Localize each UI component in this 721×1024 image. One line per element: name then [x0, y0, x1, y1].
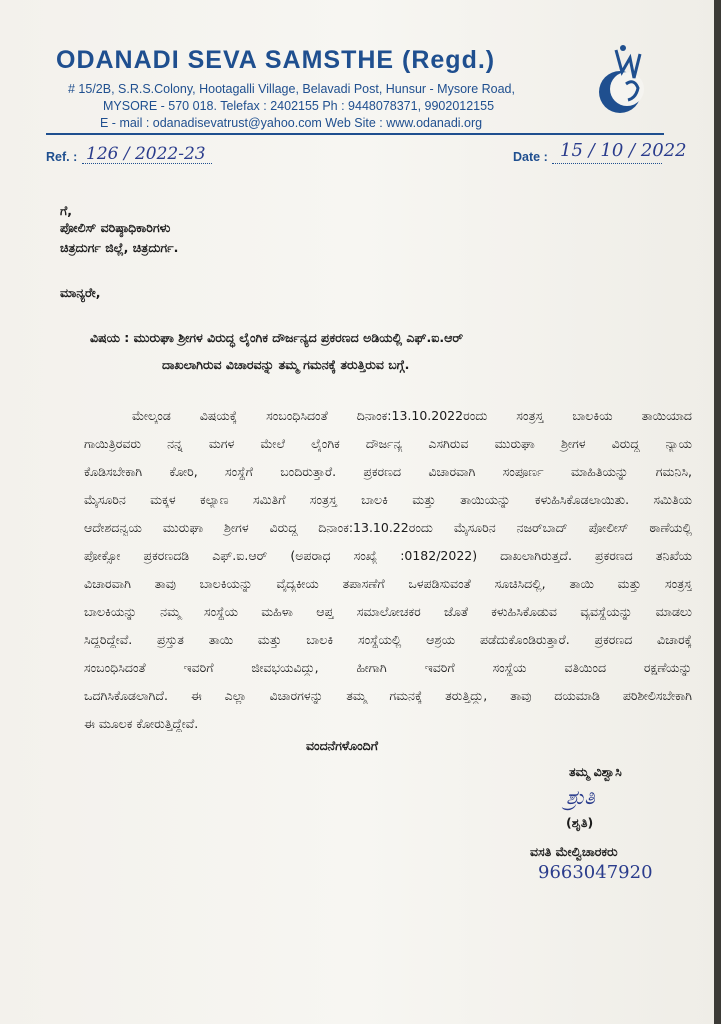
yours-faithfully: ತಮ್ಮ ವಿಶ್ವಾಸಿ	[569, 764, 622, 779]
body-line: ಗಾಯಿತ್ರಿರವರು ನನ್ನ ಮಗಳ ಮೇಲೆ ಲೈಂಗಿಕ ದೌರ್ಜನ್ಯ ಎಸಗಿರುವ ಮುರುಘಾ ಶ್ರೀಗಳ ವಿರುದ್ಧ ನ್ಯಾಯ	[84, 436, 692, 451]
subject-line-1: ವಿಷಯ : ಮುರುಘಾ ಶ್ರೀಗಳ ವಿರುದ್ಧ ಲೈಂಗಿಕ ದೌರ್ಜನ್ಯದ ಪ್ರಕರಣದ ಅಡಿಯಲ್ಲಿ ಎಫ್.ಐ.ಆರ್	[90, 330, 463, 345]
address-line-1: # 15/2B, S.R.S.Colony, Hootagalli Village, Belavadi Post, Hunsur - Mysore Road,	[68, 82, 515, 96]
date-dotted-line	[552, 163, 662, 164]
body-line: ಪೋಕ್ಸೋ ಪ್ರಕರಣದಡಿ ಎಫ್.ಐ.ಆರ್ (ಅಪರಾಧ ಸಂಖ್ಯೆ :0182/2022) ದಾಖಲಾಗಿರುತ್ತದೆ. ಪ್ರಕರಣದ ತನಿಖೆಯ	[84, 548, 692, 563]
addressee-to: ಗೆ,	[60, 203, 73, 218]
org-name: ODANADI SEVA SAMSTHE (Regd.)	[56, 46, 496, 74]
closing: ವಂದನೆಗಳೊಂದಿಗೆ	[306, 738, 378, 753]
body-line: ಈ ಮೂಲಕ ಕೋರುತ್ತಿದ್ದೇವೆ.	[84, 716, 199, 731]
addressee-line-2: ಚಿತ್ರದುರ್ಗ ಜಿಲ್ಲೆ, ಚಿತ್ರದುರ್ಗ.	[60, 240, 179, 255]
addressee-line-1: ಪೋಲಿಸ್ ವರಿಷ್ಠಾಧಿಕಾರಿಗಳು	[60, 220, 171, 235]
ref-value: 126 / 2022-23	[86, 144, 206, 164]
letterhead-divider	[46, 133, 664, 135]
body-line: ಒದಗಿಸಿಕೊಡಲಾಗಿದೆ. ಈ ಎಲ್ಲಾ ವಿಚಾರಗಳನ್ನು ತಮ್ಮ ಗಮನಕ್ಕೆ ತರುತ್ತಿದ್ದು, ತಾವು ದಯಮಾಡಿ ಪರಿಶೀಲಿಸಬೇಕಾಗಿ	[84, 688, 692, 703]
page-edge-shadow	[714, 0, 721, 1024]
signatory-designation: ವಸತಿ ಮೇಲ್ವಿಚಾರಕರು	[530, 844, 618, 859]
body-line: ವಿಚಾರವಾಗಿ ತಾವು ಬಾಲಕಿಯನ್ನು ವೈದ್ಯಕೀಯ ತಪಾಸಣೆಗೆ ಒಳಪಡಿಸುವಂತೆ ಸೂಚಿಸಿದಲ್ಲಿ, ತಾಯಿ ಮತ್ತು ಸಂತ್ರಸ್ತ	[84, 576, 692, 591]
signatory-name: (ಶೃತಿ)	[566, 815, 594, 830]
signatory-phone: 9663047920	[538, 862, 653, 883]
subject-line-2: ದಾಖಲಾಗಿರುವ ವಿಚಾರವನ್ನು ತಮ್ಮ ಗಮನಕ್ಕೆ ತರುತ್ತಿರುವ ಬಗ್ಗೆ.	[162, 357, 410, 372]
ref-label: Ref. :	[46, 150, 78, 164]
odanadi-logo-icon	[596, 44, 652, 118]
address-line-3: E - mail : odanadisevatrust@yahoo.com Web Site : www.odanadi.org	[100, 116, 483, 130]
date-value: 15 / 10 / 2022	[560, 140, 687, 161]
body-line: ಮೇಲ್ಕಂಡ ವಿಷಯಕ್ಕೆ ಸಂಬಂಧಿಸಿದಂತೆ ದಿನಾಂಕ:13.10.2022ರಂದು ಸಂತ್ರಸ್ತ ಬಾಲಕಿಯ ತಾಯಿಯಾದ	[132, 408, 692, 423]
body-line: ಆದೇಶದನ್ವಯ ಮುರುಘಾ ಶ್ರೀಗಳ ವಿರುದ್ಧ ದಿನಾಂಕ:13.10.22ರಂದು ಮೈಸೂರಿನ ನಜರ್‌ಬಾದ್ ಪೋಲೀಸ್ ಠಾಣೆಯಲ್ಲಿ	[84, 520, 692, 535]
body-line: ಕೊಡಿಸಬೇಕಾಗಿ ಕೋರಿ, ಸಂಸ್ಥೆಗೆ ಬಂದಿರುತ್ತಾರೆ. ಪ್ರಕರಣದ ವಿಚಾರವಾಗಿ ಸಂಪೂರ್ಣ ಮಾಹಿತಿಯನ್ನು ಗಮನಿಸಿ,	[84, 464, 692, 479]
body-line: ಬಾಲಕಿಯನ್ನು ನಮ್ಮ ಸಂಸ್ಥೆಯ ಮಹಿಳಾ ಆಪ್ತ ಸಮಾಲೋಚಕರ ಜೊತೆ ಕಳುಹಿಸಿಕೊಡುವ ವ್ಯವಸ್ಥೆಯನ್ನು ಮಾಡಲು	[84, 604, 692, 619]
body-line: ಸಂಬಂಧಿಸಿದಂತೆ ಇವರಿಗೆ ಜೀವಭಯವಿದ್ದು, ಹೀಗಾಗಿ ಇವರಿಗೆ ಸಂಸ್ಥೆಯ ವತಿಯಿಂದ ರಕ್ಷಣೆಯನ್ನು	[84, 660, 692, 675]
date-label: Date :	[513, 150, 548, 164]
salutation: ಮಾನ್ಯರೇ,	[60, 285, 101, 300]
body-line: ಸಿದ್ದರಿದ್ದೇವೆ. ಪ್ರಸ್ತುತ ತಾಯಿ ಮತ್ತು ಬಾಲಕಿ ಸಂಸ್ಥೆಯಲ್ಲಿ ಆಶ್ರಯ ಪಡೆದುಕೊಂಡಿರುತ್ತಾರೆ. ಪ್ರಕರಣದ ವಿಚಾರಕ್ಕೆ	[84, 632, 692, 647]
address-line-2: MYSORE - 570 018. Telefax : 2402155 Ph : 9448078371, 9902012155	[103, 99, 495, 113]
body-line: ಮೈಸೂರಿನ ಮಕ್ಕಳ ಕಲ್ಯಾಣ ಸಮಿತಿಗೆ ಸಂತ್ರಸ್ತ ಬಾಲಕಿ ಮತ್ತು ತಾಯಿಯನ್ನು ಕಳುಹಿಸಿಕೊಡಲಾಯಿತು. ಸಮಿತಿಯ	[84, 492, 692, 507]
handwritten-signature: ಶ್ರುತಿ	[566, 785, 595, 809]
